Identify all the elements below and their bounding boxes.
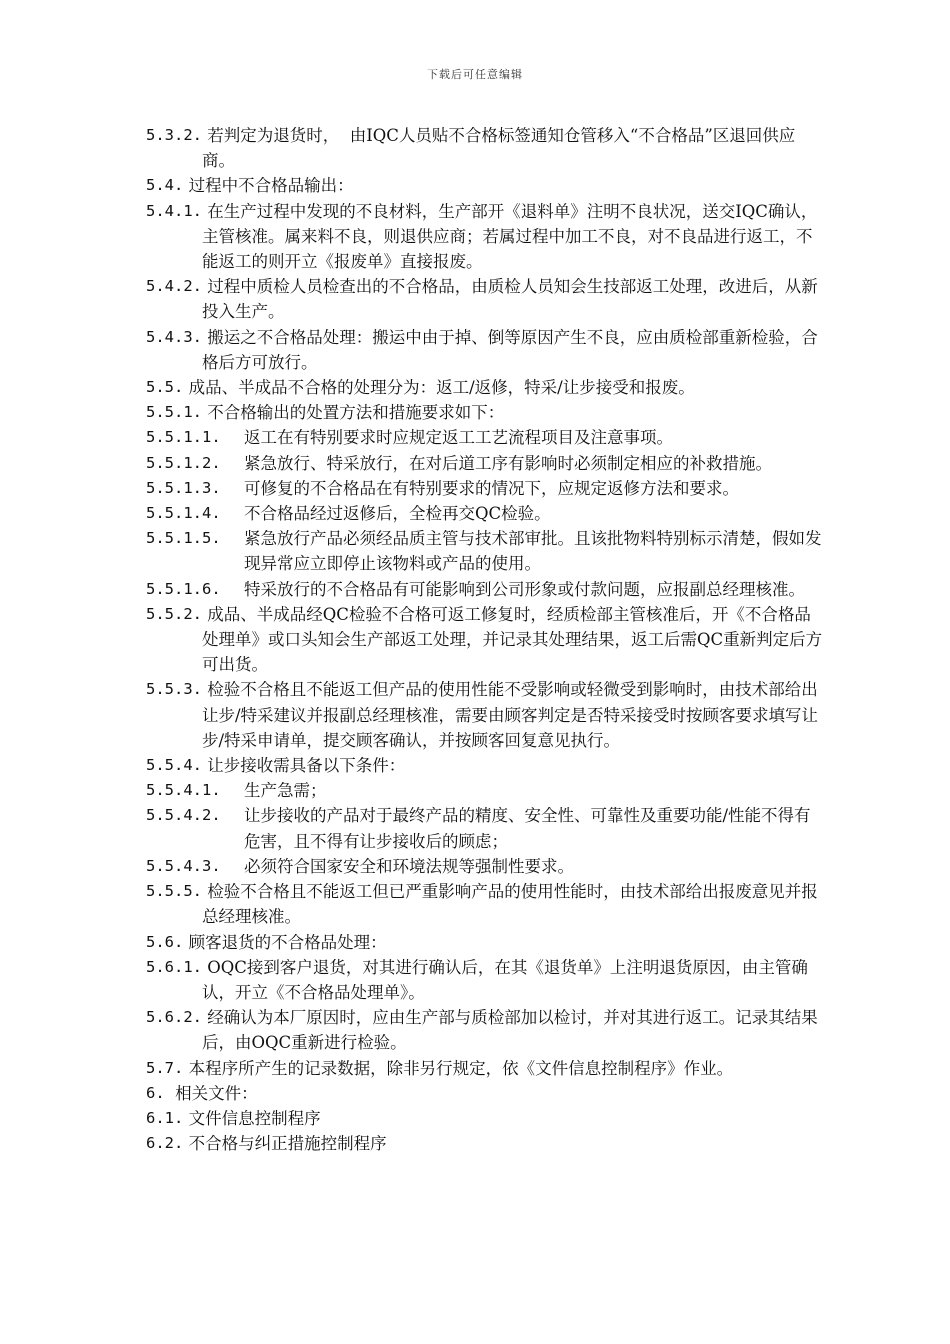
clause-paragraph xyxy=(146,577,826,602)
clause-paragraph xyxy=(146,1005,826,1055)
clause-number: 6. xyxy=(146,1083,165,1102)
clause-paragraph xyxy=(146,199,826,275)
document-body xyxy=(146,123,826,1156)
clause-text: 不合格品经过返修后，全检再交QC检验。 xyxy=(244,504,551,524)
clause-number: 5.5.1.3. xyxy=(146,478,221,497)
clause-text: 紧急放行、特采放行，在对后道工序有影响时必须制定相应的补救措施。 xyxy=(244,453,772,473)
clause-paragraph xyxy=(146,123,826,173)
clause-paragraph xyxy=(146,501,826,526)
clause-paragraph xyxy=(146,803,826,853)
clause-number: 5.5.4.2. xyxy=(146,806,221,825)
clause-paragraph xyxy=(146,1081,826,1106)
clause-text: 紧急放行产品必须经品质主管与技术部审批。且该批物料特别标示清楚，假如发现异常应立即停止该物料或产品的使用。 xyxy=(244,529,822,574)
clause-number: 5.4.3. xyxy=(146,327,202,346)
clause-number: 5.5.4.1. xyxy=(146,781,221,800)
clause-text: 过程中质检人员检查出的不合格品，由质检人员知会生技部返工处理，改进后，从新投入生产。 xyxy=(202,277,818,322)
clause-number: 5.5.2. xyxy=(146,604,202,623)
clause-number: 5.4.1. xyxy=(146,201,202,220)
clause-paragraph xyxy=(146,173,826,198)
clause-text: 过程中不合格品输出： xyxy=(183,176,354,196)
clause-paragraph xyxy=(146,425,826,450)
clause-text: 文件信息控制程序 xyxy=(183,1108,321,1128)
clause-paragraph xyxy=(146,1056,826,1081)
clause-text: 不合格与纠正措施控制程序 xyxy=(183,1134,387,1154)
clause-text: 顾客退货的不合格品处理： xyxy=(183,932,387,952)
clause-text: 本程序所产生的记录数据，除非另行规定，依《文件信息控制程序》作业。 xyxy=(183,1058,734,1078)
clause-paragraph xyxy=(146,1131,826,1156)
clause-text: 不合格输出的处置方法和措施要求如下： xyxy=(202,403,505,423)
clause-number: 5.5.3. xyxy=(146,680,202,699)
clause-paragraph xyxy=(146,677,826,753)
clause-number: 5.7. xyxy=(146,1058,184,1077)
clause-number: 5.5.1. xyxy=(146,403,202,422)
clause-text: 必须符合国家安全和环境法规等强制性要求。 xyxy=(244,856,574,876)
clause-text: 让步接收需具备以下条件： xyxy=(202,756,406,776)
clause-number: 5.6.1. xyxy=(146,957,202,976)
clause-text: OQC接到客户退货，对其进行确认后，在其《退货单》上注明退货原因，由主管确认，开立《不合格品处理单》。 xyxy=(202,957,808,1002)
clause-text: 可修复的不合格品在有特别要求的情况下，应规定返修方法和要求。 xyxy=(244,478,739,498)
clause-number: 5.4.2. xyxy=(146,277,202,296)
clause-text: 若判定为退货时， 由IQC人员贴不合格标签通知仓管移入“不合格品”区退回供应商。 xyxy=(202,126,796,171)
clause-paragraph xyxy=(146,955,826,1005)
page-header-note: 下载后可任意编辑 xyxy=(427,68,523,81)
clause-paragraph xyxy=(146,274,826,324)
clause-paragraph xyxy=(146,930,826,955)
clause-paragraph xyxy=(146,753,826,778)
clause-text: 生产急需； xyxy=(244,781,327,801)
clause-text: 让步接收的产品对于最终产品的精度、安全性、可靠性及重要功能/性能不得有危害，且不得有让步接收后的顾虑； xyxy=(244,806,811,851)
clause-paragraph xyxy=(146,400,826,425)
clause-paragraph xyxy=(146,879,826,929)
clause-paragraph xyxy=(146,854,826,879)
clause-paragraph xyxy=(146,325,826,375)
clause-paragraph xyxy=(146,602,826,678)
clause-number: 6.2. xyxy=(146,1134,184,1153)
clause-number: 5.5.1.1. xyxy=(146,428,221,447)
clause-number: 5.5.4.3. xyxy=(146,856,221,875)
clause-text: 搬运之不合格品处理：搬运中由于掉、倒等原因产生不良，应由质检部重新检验，合格后方可放行。 xyxy=(202,327,818,372)
clause-paragraph xyxy=(146,526,826,576)
clause-number: 5.4. xyxy=(146,176,184,195)
clause-number: 5.5.1.6. xyxy=(146,579,221,598)
clause-number: 5.5.5. xyxy=(146,882,202,901)
clause-text: 成品、半成品经QC检验不合格可返工修复时，经质检部主管核准后，开《不合格品处理单》或口头知会生产部返工处理，并记录其处理结果，返工后需QC重新判定后方可出货。 xyxy=(202,604,823,675)
clause-text: 在生产过程中发现的不良材料，生产部开《退料单》注明不良状况，送交IQC确认，主管核准。属来料不良，则退供应商；若属过程中加工不良，对不良品进行返工，不能返工的则开立《报废单》直接报废。 xyxy=(202,201,818,272)
clause-text: 检验不合格且不能返工但产品的使用性能不受影响或轻微受到影响时，由技术部给出让步/特采建议并报副总经理核准，需要由顾客判定是否特采接受时按顾客要求填写让步/特采申请单，提交顾客确认，并按顾客回复意见执行。 xyxy=(202,680,819,750)
clause-number: 5.6. xyxy=(146,932,184,951)
clause-number: 6.1. xyxy=(146,1108,184,1127)
clause-number: 5.3.2. xyxy=(146,126,202,144)
clause-text: 相关文件： xyxy=(164,1083,258,1103)
clause-paragraph xyxy=(146,778,826,803)
clause-text: 经确认为本厂原因时，应由生产部与质检部加以检讨，并对其进行返工。记录其结果后，由OQC重新进行检验。 xyxy=(202,1008,818,1053)
clause-number: 5.5.1.5. xyxy=(146,529,221,548)
clause-number: 5.5.1.2. xyxy=(146,453,221,472)
clause-text: 特采放行的不合格品有可能影响到公司形象或付款问题，应报副总经理核准。 xyxy=(244,579,805,599)
clause-paragraph xyxy=(146,476,826,501)
clause-number: 5.5.1.4. xyxy=(146,504,221,523)
clause-paragraph xyxy=(146,1106,826,1131)
clause-paragraph xyxy=(146,375,826,400)
clause-paragraph xyxy=(146,451,826,476)
clause-number: 5.6.2. xyxy=(146,1008,202,1027)
clause-number: 5.5.4. xyxy=(146,756,202,775)
clause-text: 返工在有特别要求时应规定返工工艺流程项目及注意事项。 xyxy=(244,428,673,448)
clause-number: 5.5. xyxy=(146,378,184,397)
clause-text: 检验不合格且不能返工但已严重影响产品的使用性能时，由技术部给出报废意见并报总经理核准。 xyxy=(202,882,818,927)
clause-text: 成品、半成品不合格的处理分为：返工/返修，特采/让步接受和报废。 xyxy=(183,378,695,398)
